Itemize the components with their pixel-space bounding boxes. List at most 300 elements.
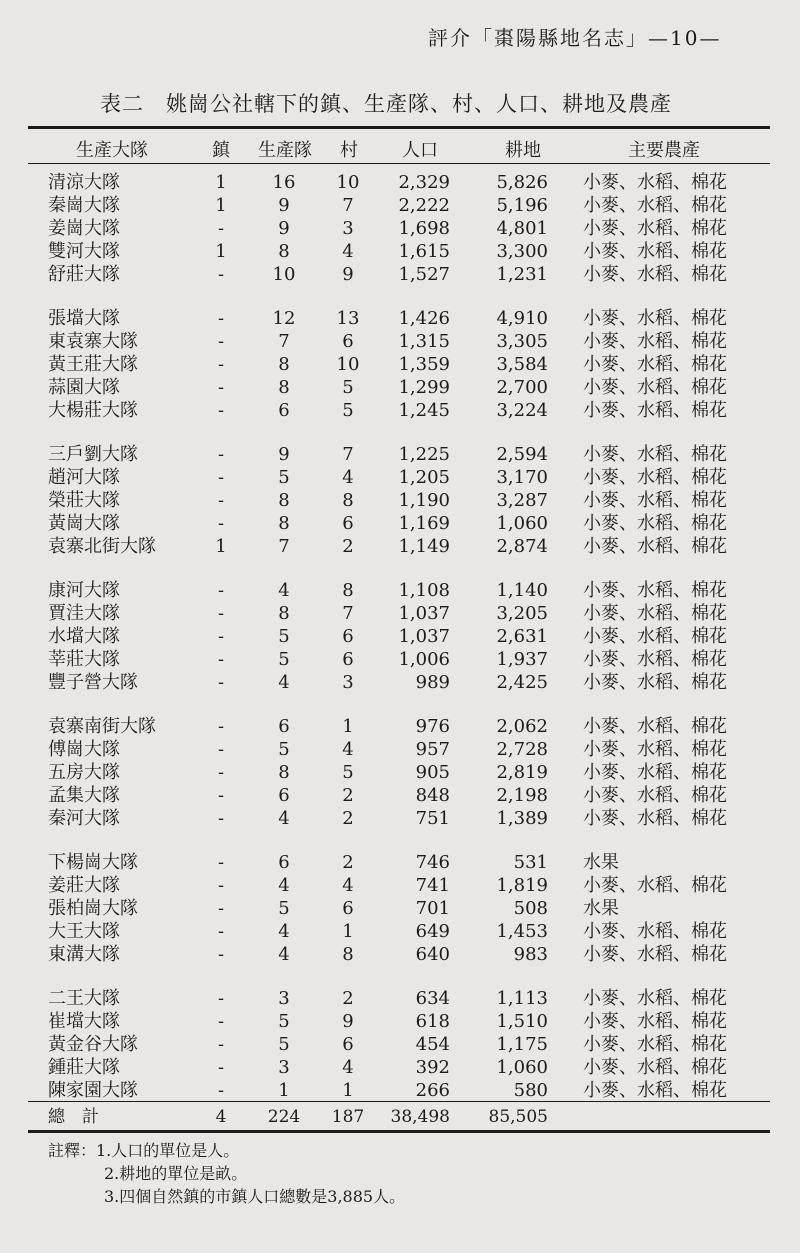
cell-produce: 小麥、水稻、棉花 [583,354,727,375]
cell-team: 4 [278,808,290,829]
cell-name: 黃金谷大隊 [48,1034,138,1055]
table-row [0,330,800,353]
cell-name: 秦河大隊 [48,808,120,829]
cell-farmland: 3,305 [496,331,548,352]
cell-town: - [217,467,225,488]
cell-farmland: 4,910 [496,308,548,329]
cell-population: 618 [415,1011,450,1032]
cell-village: 4 [342,1057,354,1078]
cell-produce: 小麥、水稻、棉花 [583,195,727,216]
cell-village: 10 [336,354,360,375]
cell-town: - [217,490,225,511]
cell-team: 5 [278,649,290,670]
cell-produce: 小麥、水稻、棉花 [583,331,727,352]
table-title: 表二 姚崗公社轄下的鎮、生產隊、村、人口、耕地及農產 [100,92,672,116]
cell-name: 趙河大隊 [48,467,120,488]
cell-farmland: 2,819 [496,762,548,783]
cell-name: 豐子營大隊 [48,672,138,693]
table-row [0,171,800,194]
cell-farmland: 5,196 [496,195,548,216]
cell-town: - [217,649,225,670]
table-row [0,1056,800,1079]
cell-village: 8 [342,580,354,601]
cell-population: 634 [415,988,450,1009]
table-row [0,353,800,376]
total-population: 38,498 [390,1107,450,1127]
cell-farmland: 3,205 [496,603,548,624]
cell-produce: 小麥、水稻、棉花 [583,762,727,783]
cell-farmland: 2,198 [496,785,548,806]
note-1: 註釋：1.人口的單位是人。 [48,1141,240,1160]
cell-village: 1 [342,716,354,737]
cell-population: 1,006 [398,649,450,670]
cell-village: 2 [342,536,354,557]
cell-name: 姜崗大隊 [48,218,120,239]
table-row [0,240,800,263]
col-head-town: 鎮 [212,140,230,161]
col-head-population: 人口 [402,140,438,161]
cell-name: 賈洼大隊 [48,603,120,624]
cell-population: 2,222 [398,195,450,216]
cell-population: 1,190 [398,490,450,511]
cell-village: 6 [342,513,354,534]
cell-team: 4 [278,921,290,942]
col-head-village: 村 [340,140,358,161]
cell-name: 袁寨南街大隊 [48,716,156,737]
table-row [0,1079,800,1102]
cell-team: 8 [278,490,290,511]
cell-produce: 小麥、水稻、棉花 [583,308,727,329]
cell-population: 746 [415,852,450,873]
cell-village: 5 [342,400,354,421]
cell-team: 9 [278,195,290,216]
cell-produce: 小麥、水稻、棉花 [583,377,727,398]
cell-village: 2 [342,785,354,806]
cell-farmland: 4,801 [496,218,548,239]
table-row [0,307,800,330]
cell-produce: 小麥、水稻、棉花 [583,808,727,829]
cell-produce: 小麥、水稻、棉花 [583,1057,727,1078]
cell-team: 4 [278,580,290,601]
table-row [0,874,800,897]
cell-team: 7 [278,331,290,352]
cell-population: 741 [415,875,450,896]
cell-team: 5 [278,467,290,488]
cell-name: 秦崗大隊 [48,195,120,216]
cell-town: - [217,988,225,1009]
cell-village: 9 [342,1011,354,1032]
cell-name: 鍾莊大隊 [48,1057,120,1078]
cell-village: 4 [342,739,354,760]
cell-team: 3 [278,988,290,1009]
cell-farmland: 1,231 [496,264,548,285]
cell-town: - [217,716,225,737]
cell-name: 大楊莊大隊 [48,400,138,421]
cell-produce: 小麥、水稻、棉花 [583,1034,727,1055]
cell-village: 5 [342,762,354,783]
cell-farmland: 1,819 [496,875,548,896]
table-row [0,625,800,648]
cell-team: 6 [278,400,290,421]
cell-farmland: 2,700 [496,377,548,398]
cell-farmland: 3,224 [496,400,548,421]
cell-produce: 小麥、水稻、棉花 [583,241,727,262]
cell-village: 8 [342,944,354,965]
cell-farmland: 2,594 [496,444,548,465]
table-row [0,399,800,422]
cell-town: - [217,852,225,873]
total-village: 187 [331,1107,365,1127]
cell-village: 6 [342,1034,354,1055]
cell-name: 雙河大隊 [48,241,120,262]
cell-name: 黃王莊大隊 [48,354,138,375]
cell-town: 1 [215,536,227,557]
cell-town: - [217,672,225,693]
cell-village: 2 [342,808,354,829]
cell-population: 1,426 [398,308,450,329]
cell-farmland: 2,631 [496,626,548,647]
cell-team: 6 [278,785,290,806]
cell-town: - [217,921,225,942]
table-row [0,466,800,489]
cell-name: 東溝大隊 [48,944,120,965]
table-row [0,579,800,602]
cell-produce: 小麥、水稻、棉花 [583,1080,727,1101]
cell-produce: 小麥、水稻、棉花 [583,467,727,488]
note-3: 3.四個自然鎮的市鎮人口總數是3,885人。 [104,1187,406,1206]
cell-name: 蒜園大隊 [48,377,120,398]
cell-farmland: 1,510 [496,1011,548,1032]
cell-population: 1,225 [398,444,450,465]
cell-team: 4 [278,944,290,965]
table-row [0,987,800,1010]
total-label: 總 計 [48,1107,99,1127]
cell-team: 5 [278,1011,290,1032]
cell-team: 9 [278,218,290,239]
cell-town: - [217,218,225,239]
cell-farmland: 1,140 [496,580,548,601]
cell-town: - [217,354,225,375]
cell-town: - [217,444,225,465]
table-row [0,263,800,286]
cell-produce: 小麥、水稻、棉花 [583,626,727,647]
cell-farmland: 1,113 [496,988,548,1009]
cell-town: - [217,331,225,352]
table-row [0,897,800,920]
cell-produce: 小麥、水稻、棉花 [583,716,727,737]
note-2: 2.耕地的單位是畝。 [104,1164,248,1183]
cell-village: 4 [342,241,354,262]
cell-population: 957 [415,739,450,760]
cell-name: 康河大隊 [48,580,120,601]
cell-farmland: 3,584 [496,354,548,375]
table-row [0,784,800,807]
cell-town: - [217,308,225,329]
cell-produce: 小麥、水稻、棉花 [583,739,727,760]
cell-town: - [217,626,225,647]
table-row [0,807,800,830]
total-town: 4 [215,1107,227,1127]
cell-farmland: 1,060 [496,513,548,534]
cell-team: 7 [278,536,290,557]
cell-town: - [217,1057,225,1078]
cell-population: 989 [415,672,450,693]
cell-produce: 小麥、水稻、棉花 [583,400,727,421]
cell-town: - [217,875,225,896]
cell-town: - [217,580,225,601]
cell-village: 9 [342,264,354,285]
cell-produce: 水果 [583,852,619,873]
cell-farmland: 2,425 [496,672,548,693]
cell-population: 1,299 [398,377,450,398]
cell-farmland: 531 [513,852,548,873]
cell-team: 4 [278,875,290,896]
cell-team: 5 [278,1034,290,1055]
cell-village: 8 [342,490,354,511]
table-row [0,761,800,784]
col-head-team: 生產隊 [258,140,312,161]
cell-population: 1,698 [398,218,450,239]
total-row [0,1106,800,1128]
cell-produce: 小麥、水稻、棉花 [583,1011,727,1032]
cell-team: 8 [278,377,290,398]
cell-team: 6 [278,852,290,873]
cell-farmland: 2,062 [496,716,548,737]
table-row [0,920,800,943]
table-row [0,671,800,694]
cell-population: 1,149 [398,536,450,557]
cell-name: 姜莊大隊 [48,875,120,896]
cell-village: 6 [342,331,354,352]
cell-population: 649 [415,921,450,942]
cell-population: 454 [415,1034,450,1055]
cell-team: 8 [278,603,290,624]
table-row [0,217,800,240]
cell-village: 7 [342,195,354,216]
cell-team: 8 [278,762,290,783]
total-team: 224 [267,1107,301,1127]
cell-town: - [217,513,225,534]
running-header: 評介「棗陽縣地名志」—10— [428,26,722,50]
cell-population: 701 [415,898,450,919]
cell-population: 1,359 [398,354,450,375]
table-row [0,738,800,761]
cell-team: 12 [272,308,296,329]
cell-produce: 小麥、水稻、棉花 [583,785,727,806]
cell-team: 8 [278,354,290,375]
cell-name: 大王大隊 [48,921,120,942]
col-head-name: 生產大隊 [76,140,148,161]
cell-team: 8 [278,513,290,534]
cell-village: 7 [342,444,354,465]
cell-population: 848 [415,785,450,806]
cell-village: 7 [342,603,354,624]
cell-farmland: 3,170 [496,467,548,488]
cell-produce: 小麥、水稻、棉花 [583,536,727,557]
total-top-rule [28,1101,770,1102]
cell-team: 8 [278,241,290,262]
cell-team: 4 [278,672,290,693]
cell-village: 1 [342,1080,354,1101]
cell-village: 2 [342,852,354,873]
cell-population: 640 [415,944,450,965]
cell-village: 2 [342,988,354,1009]
cell-team: 5 [278,739,290,760]
table-row [0,194,800,217]
cell-population: 2,329 [398,172,450,193]
cell-farmland: 2,728 [496,739,548,760]
cell-name: 黃崗大隊 [48,513,120,534]
col-head-produce: 主要農產 [628,140,700,161]
cell-population: 1,037 [398,626,450,647]
cell-population: 1,315 [398,331,450,352]
cell-produce: 小麥、水稻、棉花 [583,672,727,693]
cell-produce: 水果 [583,898,619,919]
cell-population: 1,615 [398,241,450,262]
cell-population: 1,108 [398,580,450,601]
cell-name: 榮莊大隊 [48,490,120,511]
cell-name: 水壋大隊 [48,626,120,647]
table-row [0,851,800,874]
cell-name: 傅崗大隊 [48,739,120,760]
cell-town: - [217,898,225,919]
cell-team: 10 [272,264,296,285]
table-row [0,512,800,535]
cell-farmland: 983 [513,944,548,965]
cell-population: 1,527 [398,264,450,285]
cell-farmland: 3,287 [496,490,548,511]
cell-name: 孟集大隊 [48,785,120,806]
cell-population: 1,037 [398,603,450,624]
cell-village: 4 [342,875,354,896]
cell-produce: 小麥、水稻、棉花 [583,988,727,1009]
cell-name: 清涼大隊 [48,172,120,193]
cell-produce: 小麥、水稻、棉花 [583,649,727,670]
cell-name: 五房大隊 [48,762,120,783]
cell-village: 4 [342,467,354,488]
cell-team: 16 [272,172,296,193]
cell-town: - [217,264,225,285]
cell-town: 1 [215,241,227,262]
cell-town: 1 [215,172,227,193]
cell-population: 1,169 [398,513,450,534]
cell-team: 1 [278,1080,290,1101]
cell-town: - [217,739,225,760]
cell-village: 6 [342,898,354,919]
cell-farmland: 508 [513,898,548,919]
table-row [0,1033,800,1056]
cell-name: 陳家園大隊 [48,1080,138,1101]
cell-team: 6 [278,716,290,737]
cell-team: 5 [278,626,290,647]
cell-population: 392 [415,1057,450,1078]
cell-team: 3 [278,1057,290,1078]
cell-town: - [217,762,225,783]
cell-town: - [217,1080,225,1101]
cell-name: 莘莊大隊 [48,649,120,670]
top-rule [28,126,770,129]
header-rule [28,163,770,164]
cell-village: 6 [342,649,354,670]
cell-farmland: 3,300 [496,241,548,262]
cell-population: 905 [415,762,450,783]
cell-produce: 小麥、水稻、棉花 [583,490,727,511]
cell-village: 6 [342,626,354,647]
cell-population: 751 [415,808,450,829]
cell-farmland: 1,060 [496,1057,548,1078]
cell-farmland: 2,874 [496,536,548,557]
cell-name: 舒莊大隊 [48,264,120,285]
cell-population: 266 [415,1080,450,1101]
cell-town: - [217,808,225,829]
table-row [0,443,800,466]
cell-name: 崔壋大隊 [48,1011,120,1032]
cell-name: 東袁寨大隊 [48,331,138,352]
table-row [0,943,800,966]
cell-produce: 小麥、水稻、棉花 [583,172,727,193]
cell-produce: 小麥、水稻、棉花 [583,513,727,534]
cell-town: 1 [215,195,227,216]
cell-name: 二王大隊 [48,988,120,1009]
cell-produce: 小麥、水稻、棉花 [583,944,727,965]
cell-farmland: 5,826 [496,172,548,193]
cell-town: - [217,377,225,398]
cell-produce: 小麥、水稻、棉花 [583,218,727,239]
cell-town: - [217,1011,225,1032]
table-row [0,489,800,512]
cell-farmland: 580 [513,1080,548,1101]
cell-produce: 小麥、水稻、棉花 [583,444,727,465]
cell-name: 三戶劉大隊 [48,444,138,465]
cell-farmland: 1,453 [496,921,548,942]
cell-population: 976 [415,716,450,737]
cell-town: - [217,944,225,965]
cell-village: 1 [342,921,354,942]
cell-town: - [217,400,225,421]
cell-population: 1,245 [398,400,450,421]
cell-produce: 小麥、水稻、棉花 [583,580,727,601]
cell-name: 下楊崗大隊 [48,852,138,873]
cell-farmland: 1,175 [496,1034,548,1055]
cell-produce: 小麥、水稻、棉花 [583,264,727,285]
bottom-rule [28,1130,770,1133]
cell-farmland: 1,937 [496,649,548,670]
cell-team: 9 [278,444,290,465]
notes [48,1139,405,1208]
cell-town: - [217,785,225,806]
table-row [0,535,800,558]
cell-town: - [217,1034,225,1055]
cell-town: - [217,603,225,624]
cell-produce: 小麥、水稻、棉花 [583,921,727,942]
cell-produce: 小麥、水稻、棉花 [583,875,727,896]
cell-village: 3 [342,218,354,239]
cell-farmland: 1,389 [496,808,548,829]
col-head-farmland: 耕地 [505,140,541,161]
table-row [0,602,800,625]
cell-village: 13 [336,308,360,329]
cell-name: 張壋大隊 [48,308,120,329]
table-row [0,1010,800,1033]
table-row [0,376,800,399]
cell-name: 袁寨北街大隊 [48,536,156,557]
cell-population: 1,205 [398,467,450,488]
cell-produce: 小麥、水稻、棉花 [583,603,727,624]
total-farmland: 85,505 [488,1107,548,1127]
cell-village: 10 [336,172,360,193]
cell-team: 5 [278,898,290,919]
table-row [0,648,800,671]
